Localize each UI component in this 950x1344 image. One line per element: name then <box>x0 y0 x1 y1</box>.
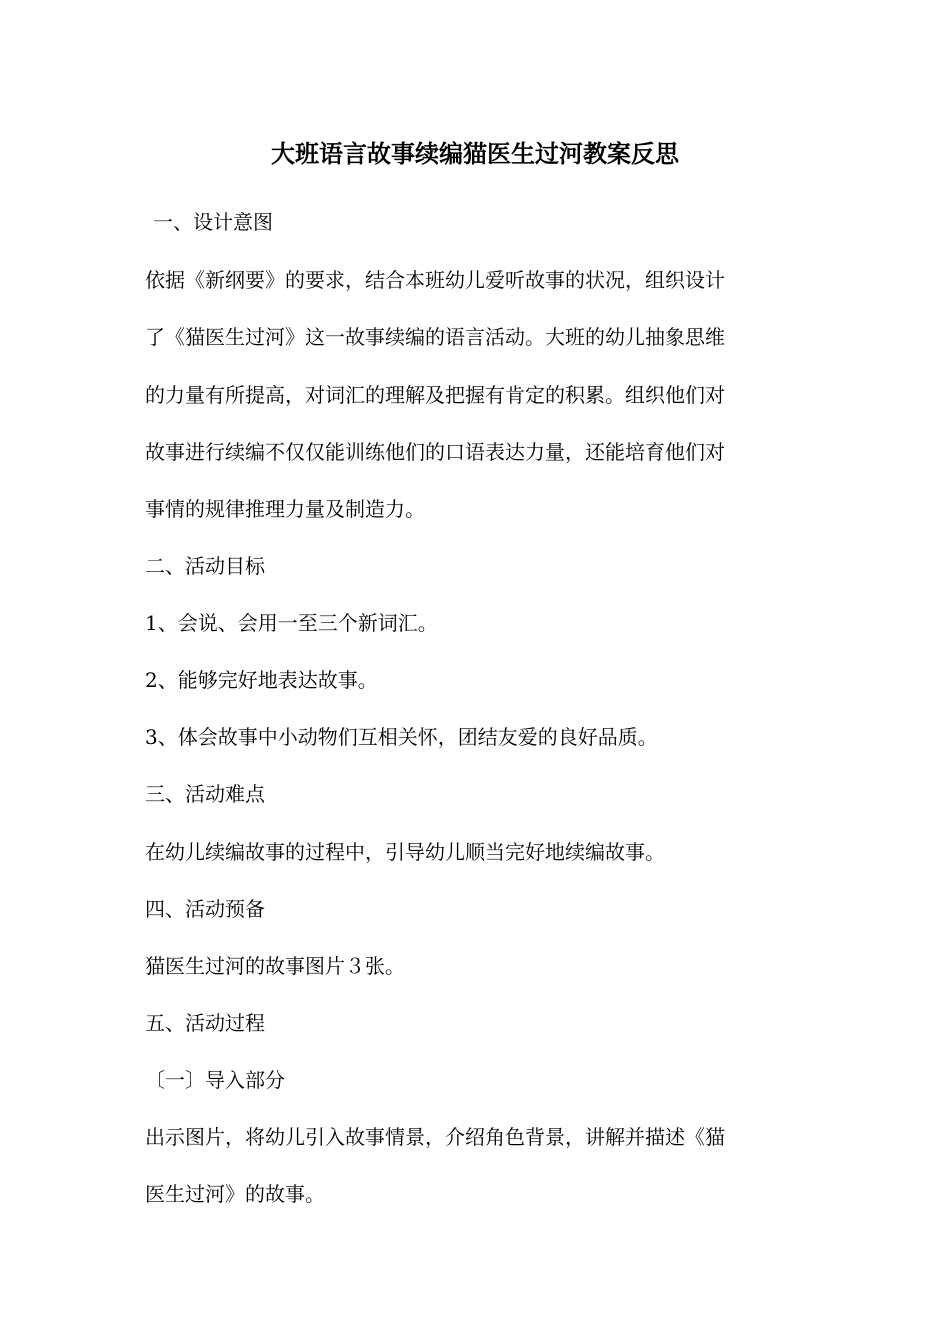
subsection-heading-intro: 〔一〕导入部分 <box>145 1068 285 1092</box>
section-heading-process: 五、活动过程 <box>145 1011 265 1035</box>
paragraph-line: 事情的规律推理力量及制造力。 <box>145 497 425 521</box>
paragraph-line: 了《猫医生过河》这一故事续编的语言活动。大班的幼儿抽象思维 <box>145 325 725 349</box>
list-item: 3、体会故事中小动物们互相关怀，团结友爱的良好品质。 <box>145 725 658 749</box>
paragraph-line: 故事进行续编不仅仅能训练他们的口语表达力量，还能培育他们对 <box>145 440 725 464</box>
paragraph-line: 出示图片，将幼儿引入故事情景，介绍角色背景，讲解并描述《猫 <box>145 1125 725 1149</box>
list-item: 1、会说、会用一至三个新词汇。 <box>145 611 438 635</box>
list-item: 2、能够完好地表达故事。 <box>145 668 378 692</box>
section-heading-design-intent: 一、设计意图 <box>153 210 273 234</box>
paragraph-line: 依据《新纲要》的要求，结合本班幼儿爱听故事的状况，组织设计 <box>145 268 725 292</box>
paragraph-line: 医生过河》的故事。 <box>145 1182 325 1206</box>
section-heading-goals: 二、活动目标 <box>145 554 265 578</box>
paragraph-line: 猫医生过河的故事图片３张。 <box>145 954 405 978</box>
document-title: 大班语言故事续编猫医生过河教案反思 <box>271 139 679 168</box>
paragraph-line: 在幼儿续编故事的过程中，引导幼儿顺当完好地续编故事。 <box>145 840 665 864</box>
paragraph-line: 的力量有所提高，对词汇的理解及把握有肯定的积累。组织他们对 <box>145 383 725 407</box>
section-heading-difficulty: 三、活动难点 <box>145 782 265 806</box>
section-heading-preparation: 四、活动预备 <box>145 897 265 921</box>
